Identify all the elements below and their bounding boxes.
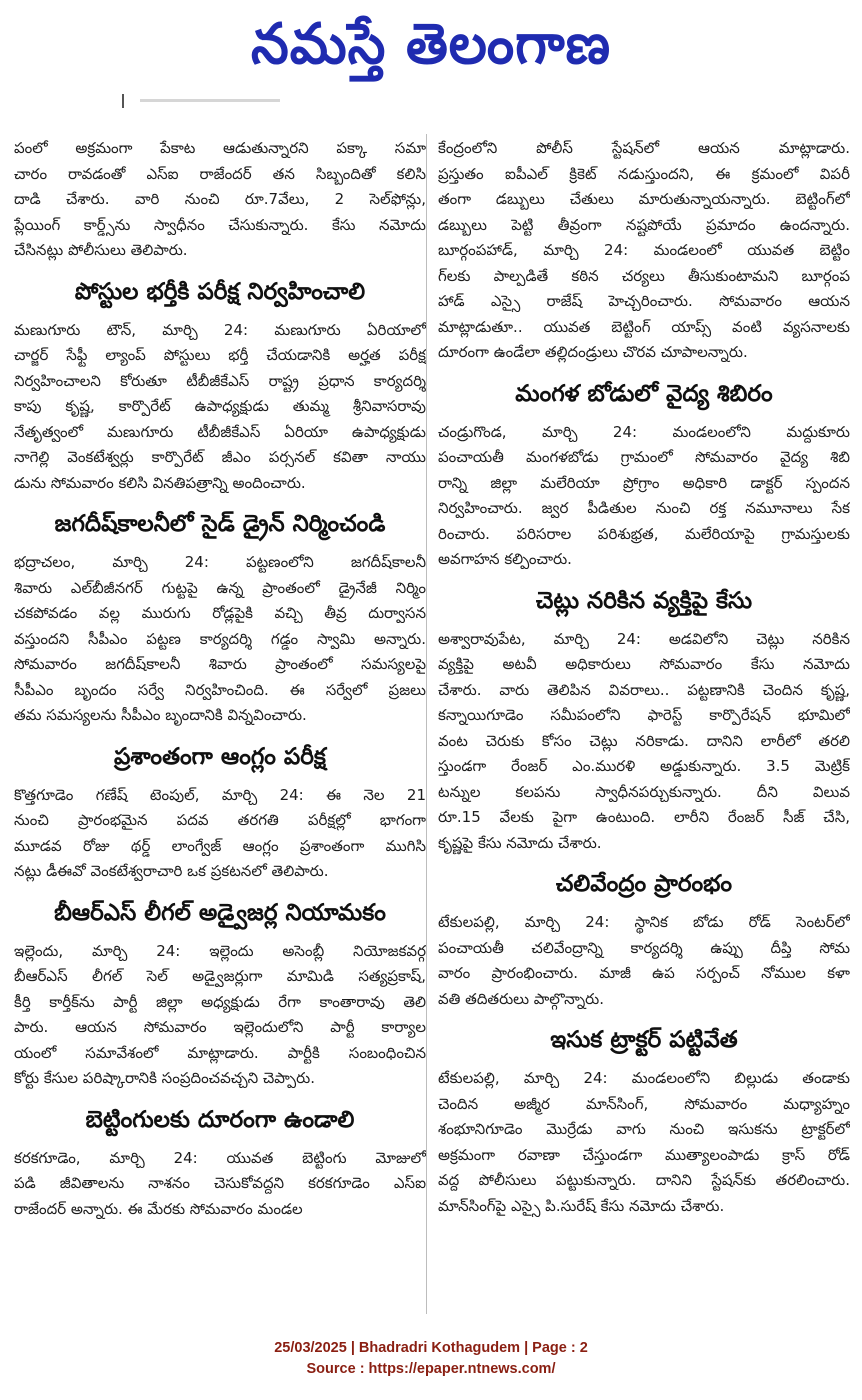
article-line: చెందిన అజ్మీర మాన్‌సింగ్, సోమవారం మధ్యాహ్నం	[438, 1094, 850, 1113]
article-line: బూర్గంపహాడ్, మార్చి 24: మండలంలో యువత బెట్టిం	[438, 241, 850, 259]
article-headline: జగదీష్‌కాలనీలో సైడ్ డ్రైన్ నిర్మించండి	[54, 511, 386, 537]
article-body	[14, 550, 426, 729]
article-line: నిర్వహించాలని కోరుతూ టీబీజీకేఎస్ రాష్ట్ర ప్రధాన కార్యదర్శి	[14, 371, 426, 390]
article-line: మణుగూరు టౌన్, మార్చి 24: మణుగూరు ఏరియాలో	[14, 320, 426, 339]
newspaper-logo: నమస్తే తెలంగాణ	[251, 11, 611, 77]
article-line: నాగెల్లి వెంకటేశ్వర్లు కార్పొరేట్ జీఎం పర్సనల్ కవితా నాయు	[14, 448, 426, 466]
news-article	[14, 1102, 426, 1223]
article-line: చారం రావడంతో ఎస్ఐ రాజేందర్ తన సిబ్బందితో కలిసి	[14, 164, 426, 183]
article-line: పడి జీవితాలను నాశనం చెసుకోవద్దని కరకగూడెం ఎస్ఐ	[14, 1174, 426, 1192]
article-line: రూ.15 వేలకు పైగా ఉంటుంది. లారీని రేంజర్ సీజ్ చేసి,	[438, 808, 850, 826]
article-headline: మంగళ బోడులో వైద్య శిబిరం	[515, 380, 773, 407]
article-line: పారు. ఆయన సోమవారం ఇల్లెందులోని పార్టీ కార్యాల	[14, 1018, 426, 1036]
article-line: తంగా డబ్బులు చేతులు మారుతున్నాయన్నారు. బెట్టింగ్‌లో	[438, 190, 850, 208]
article-line: అవగాహన కల్పించారు.	[438, 550, 572, 568]
article-line: కన్నాయిగూడెం సమీపంలోని ఫారెస్ట్ కార్పొరేషన్ భూమిలో	[438, 706, 850, 724]
article-line: డును సోమవారం కలిసి వినతిపత్రాన్ని అందించారు.	[14, 473, 306, 492]
article-headline: పోస్టుల భర్తీకి పరీక్ష నిర్వహించాలి	[74, 278, 366, 305]
article-line: హాడ్ ఎస్సై రాజేష్ హెచ్చరించారు. సోమవారం ఆయన	[438, 292, 850, 310]
article-line: కేంద్రంలోని పోలీస్ స్టేషన్‌లో ఆయన మాట్లాడారు.	[438, 139, 850, 157]
article-line: సోమవారం జగదీష్‌కాలనీ శివారు ప్రాంతంలో సమస్యలపై	[14, 655, 426, 673]
footer-date-edition: 25/03/2025 | Bhadradri Kothagudem | Page : 2	[274, 1340, 588, 1356]
news-article	[14, 274, 426, 497]
article-line: ఇల్లెందు, మార్చి 24: ఇల్లెందు అసెంబ్లీ నియోజకవర్గ	[14, 941, 426, 960]
article-headline: ప్రశాంతంగా ఆంగ్లం పరీక్ష	[114, 743, 326, 770]
article-line: వారం ప్రారంభించారు. మాజీ ఉప సర్పంచ్ నోముల కళా	[438, 964, 850, 982]
article-body	[438, 136, 850, 366]
news-article	[14, 136, 426, 264]
article-line: తమ సమస్యలను సీపీఎం బృందానికి విన్నవించారు.	[14, 706, 307, 724]
article-line: చకపోవడం వల్ల మురుగు రోడ్లపైకి వచ్చి తీవ్ర దుర్వాసన	[14, 604, 426, 622]
article-body	[438, 1066, 850, 1219]
article-line: కోర్టు కేసుల పరిష్కారానికి సంప్రదించవచ్చని చెప్పారు.	[14, 1069, 315, 1087]
article-line: చేశారు. వారు తెలిపిన వివరాలు.. పట్టణానికి చెందిన కృష్ణ,	[438, 680, 850, 699]
article-line: బీఆర్ఎస్ లీగల్ సెల్ అడ్వైజర్లుగా మామిడి సత్యప్రకాష్,	[14, 967, 426, 985]
article-line: చేసినట్లు పోలీసులు తెలిపారు.	[14, 241, 188, 259]
right-column	[438, 136, 850, 1229]
article-line: ప్లేయింగ్ కార్డ్స్‌ను స్వాధీనం చేసుకున్నారు. కేసు నమోదు	[14, 215, 426, 234]
article-headline: బెట్టింగులకు దూరంగా ఉండాలి	[85, 1106, 355, 1133]
article-headline: చలివేంద్రం ప్రారంభం	[555, 871, 733, 897]
masthead-subline-mark	[122, 94, 282, 108]
article-line: నుంచి ప్రారంభమైన పదవ తరగతి పరీక్షల్లో భాగంగా	[14, 811, 426, 829]
article-line: వస్తుందని సీపీఎం పట్టణ కార్యదర్శి గడ్డం స్వామి అన్నారు.	[14, 629, 426, 648]
article-line: యంలో సమావేశంలో మాట్లాడారు. పార్టీకి సంబంధించిన	[14, 1043, 426, 1062]
article-headline: చెట్లు నరికిన వ్యక్తిపై కేసు	[535, 587, 753, 614]
article-line: కీర్తి కార్తీక్‌ను పార్టీ జిల్లా అధ్యక్షుడు రేగా కాంతారావు తెలి	[14, 992, 426, 1011]
news-article	[14, 739, 426, 885]
article-line: కరకగూడెం, మార్చి 24: యువత బెట్టింగు మోజులో	[14, 1148, 426, 1167]
article-line: దూరంగా ఉండేలా తల్లిదండ్రులు చొరవ చూపాలన్నారు.	[438, 343, 748, 361]
page-footer	[0, 1338, 862, 1380]
article-line: కాపు కృష్ణ, కార్పొరేట్ ఉపాధ్యక్షుడు తుమ్మ శ్రీనివాసరావు	[14, 397, 426, 415]
article-body	[14, 318, 426, 497]
article-line: అక్రమంగా రవాణా చేస్తుండగా ముత్యాలంపాడు క్రాస్ రోడ్	[438, 1145, 850, 1164]
article-headline: ఇసుక ట్రాక్టర్ పట్టివేత	[550, 1027, 738, 1053]
article-line: చార్జర్ సేఫ్టీ ల్యాంప్ పోస్టులు భర్తీ చేయడానికి అర్హత పరీక్ష	[14, 346, 426, 364]
news-article	[438, 136, 850, 366]
column-divider	[426, 134, 427, 1314]
article-line: ప్రస్తుతం ఐపీఎల్ క్రికెట్ నడుస్తుందని, ఈ క్రమంలో విపరీ	[438, 164, 850, 183]
article-line: పంచాయతీ మంగళబోడు గ్రామంలో సోమవారం వైద్య శిబి	[438, 448, 850, 466]
article-line: వతి తదితరులు పాల్గొన్నారు.	[438, 989, 605, 1008]
article-line: కృష్ణపై కేసు నమోదు చేశారు.	[438, 833, 602, 852]
article-headline: బీఆర్ఎస్ లీగల్ అడ్వైజర్ల నియామకం	[54, 899, 386, 926]
article-line: డబ్బులు పెట్టి తీవ్రంగా నష్టపోయే ప్రమాదం ఉందన్నారు.	[438, 215, 850, 234]
article-line: వద్ద పోలీసులు పట్టుకున్నారు. దానిని స్టేషన్‌కు తరలించారు.	[438, 1171, 850, 1189]
article-line: కొత్తగూడెం గణేష్ టెంపుల్, మార్చి 24: ఈ నెల 21	[14, 785, 426, 804]
article-line: శివారు ఎల్‌బీజీనగర్ గుట్టపై ఉన్న ప్రాంతంలో డ్రైనేజీ నిర్మిం	[14, 578, 426, 597]
article-line: మూడవ రోజు థర్డ్ లాంగ్వేజ్ ఆంగ్లం ప్రశాంతంగా ముగిసి	[14, 836, 426, 855]
article-line: మాట్లాడుతూ.. యువత బెట్టింగ్ యాప్స్ వంటి వ్యసనాలకు	[438, 317, 850, 336]
article-body	[14, 783, 426, 885]
article-body	[438, 910, 850, 1012]
news-article	[14, 895, 426, 1092]
article-line: నేతృత్వంలో మణుగూరు టీబీజీకేఎస్ ఏరియా ఉపాధ్యక్షుడు	[14, 422, 426, 441]
article-line: నట్లు డీఈవో వెంకటేశ్వరాచారి ఒక ప్రకటనలో తెలిపారు.	[14, 862, 329, 880]
article-line: చండ్రుగొండ, మార్చి 24: మండలంలోని మద్దుకూరు	[438, 422, 850, 441]
news-article	[438, 583, 850, 857]
footer-source: Source : https://epaper.ntnews.com/	[306, 1361, 556, 1377]
article-line: అశ్వారావుపేట, మార్చి 24: అడవిలోని చెట్లు నరికిన	[438, 629, 850, 648]
masthead	[0, 0, 862, 92]
article-body	[438, 627, 850, 857]
article-line: రాజేందర్ అన్నారు. ఈ మేరకు సోమవారం మండల	[14, 1199, 303, 1218]
article-line: శంభూనిగూడెం మొర్రేడు వాగు నుంచి ఇసుకను ట్రాక్టర్‌లో	[438, 1120, 850, 1138]
news-article	[438, 1022, 850, 1219]
article-line: పంచాయతీ చలివేంద్రాన్ని కార్యదర్శి ఉప్పు దీప్తి సోమ	[438, 938, 850, 957]
article-line: టేకులపల్లి, మార్చి 24: మండలంలోని బిల్లుడు తండాకు	[438, 1069, 850, 1087]
news-article	[438, 866, 850, 1012]
left-column	[14, 136, 426, 1232]
article-line: స్తుండగా రేంజర్ ఎం.మురళి అడ్డుకున్నారు. 3.5 మెట్రిక్	[438, 757, 850, 775]
article-line: టన్నుల కలపను స్వాధీనపర్చుకున్నారు. దీని విలువ	[438, 782, 850, 801]
news-article	[14, 506, 426, 729]
article-line: సీపీఎం బృందం సర్వే నిర్వహించింది. ఈ సర్వేలో ప్రజలు	[14, 680, 426, 699]
article-body	[14, 1146, 426, 1223]
article-body	[14, 939, 426, 1092]
article-body	[14, 136, 426, 264]
news-article	[438, 376, 850, 573]
article-line: నిర్వహించారు. జ్వర పీడితుల నుంచి రక్త నమూనాలు సేక	[438, 499, 850, 517]
article-line: వంట చెరుకు కోసం చెట్లు నరికాడు. దానిని లారీలో తరలి	[438, 731, 850, 750]
article-line: వ్యక్తిపై అటవీ అధికారులు సోమవారం కేసు నమోదు	[438, 655, 850, 673]
article-line: భద్రాచలం, మార్చి 24: పట్టణంలోని జగదీష్‌కాలనీ	[14, 553, 426, 571]
article-body	[438, 420, 850, 573]
article-line: పంలో అక్రమంగా పేకాట ఆడుతున్నారని పక్కా సమా	[14, 139, 426, 157]
article-line: రించారు. పరిసరాల పరిశుభ్రత, మలేరియాపై గ్రామస్తులకు	[438, 524, 850, 543]
article-line: గ్‌లకు పాల్పడితే కఠిన చర్యలు తీసుకుంటామని బూర్గంప	[438, 266, 850, 285]
article-line: దాడి చేశారు. వారి నుంచి రూ.7వేలు, 2 సెల్‌ఫోన్లు,	[14, 190, 426, 208]
article-line: మాన్‌సింగ్‌పై ఎస్సై పి.సురేష్ కేసు నమోదు చేశారు.	[438, 1196, 725, 1215]
article-line: టేకులపల్లి, మార్చి 24: స్థానిక బోడు రోడ్ సెంటర్‌లో	[438, 913, 850, 931]
article-line: రాన్ని జిల్లా మలేరియా ప్రోగ్రాం అధికారి డాక్టర్ స్పందన	[438, 473, 850, 492]
